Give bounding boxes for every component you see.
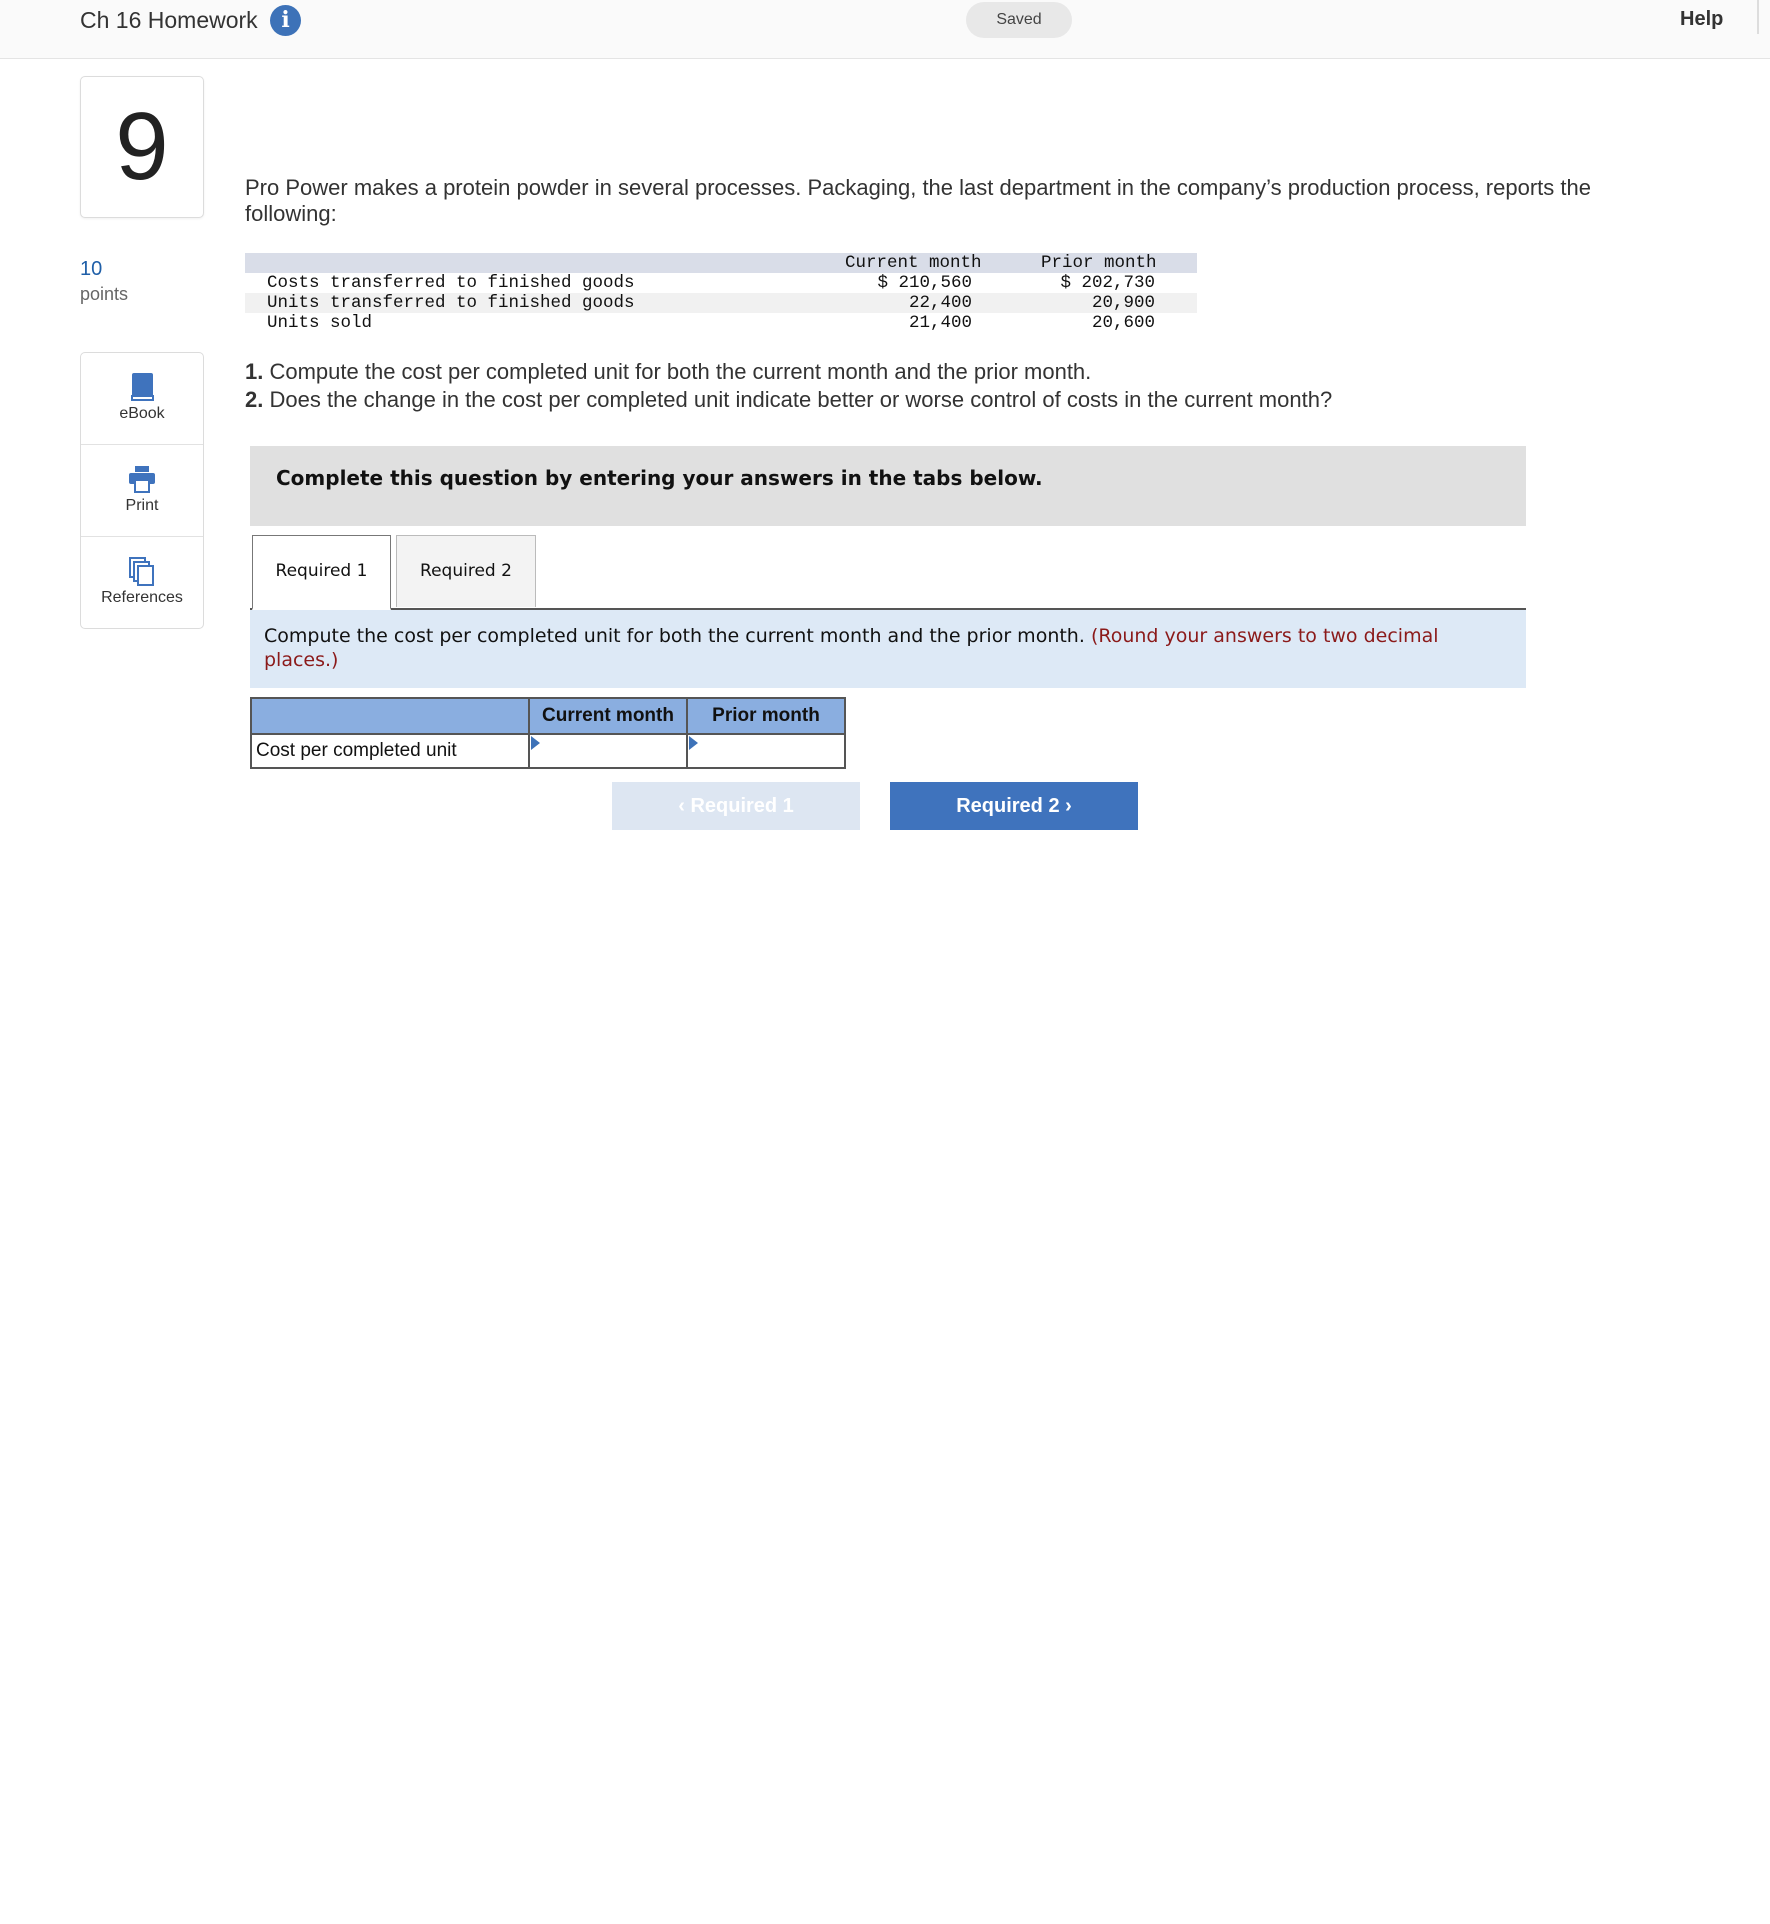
instructions-banner	[250, 446, 1526, 526]
question-number: 9	[80, 76, 204, 218]
chevron-right-icon: ›	[1065, 795, 1072, 817]
info-icon[interactable]: i	[270, 5, 301, 36]
references-icon	[126, 555, 158, 587]
empty-header	[251, 698, 529, 734]
current-value: 22,400	[908, 293, 972, 313]
saved-status-badge: Saved	[966, 2, 1072, 38]
banner-text: Complete this question by entering your answers in the tabs below.	[276, 466, 1043, 490]
prior-value: 20,900	[1091, 293, 1155, 313]
requirement-text: Compute the cost per completed unit for both the current month and the prior month.	[269, 359, 1092, 384]
flag-icon	[531, 736, 540, 750]
flag-icon	[689, 736, 698, 750]
tab-required-2[interactable]: Required 2	[396, 535, 536, 607]
header-prior-month: Prior month	[1041, 253, 1157, 273]
row-label: Costs transferred to finished goods	[267, 273, 635, 293]
top-bar	[0, 0, 1770, 59]
answer-table	[250, 697, 846, 769]
prior-month-input[interactable]	[688, 736, 838, 766]
data-table-header	[245, 253, 1197, 273]
print-icon	[126, 463, 158, 495]
prev-label: Required 1	[690, 795, 794, 817]
divider	[1757, 0, 1759, 34]
points-label: points	[80, 284, 129, 304]
requirement-item	[245, 358, 1332, 386]
rounding-note: (Round your answers to two decimal places.)	[264, 625, 1439, 671]
requirement-number: 2.	[245, 387, 264, 412]
instruction-panel	[250, 610, 1526, 688]
header-prior-month: Prior month	[687, 698, 845, 734]
tab-required-1[interactable]: Required 1	[252, 535, 391, 610]
header-current-month: Current month	[845, 253, 982, 273]
table-row	[245, 273, 1197, 293]
row-label: Cost per completed unit	[251, 734, 529, 768]
next-required-button[interactable]	[890, 782, 1138, 830]
ebook-button[interactable]	[81, 353, 203, 445]
table-row	[251, 734, 845, 768]
ebook-label: eBook	[119, 405, 165, 422]
assignment-title: Ch 16 Homework	[80, 7, 258, 33]
prev-required-button[interactable]	[612, 782, 860, 830]
prior-value: 20,600	[1091, 313, 1155, 333]
chevron-left-icon: ‹	[678, 795, 685, 817]
requirement-text: Does the change in the cost per completed unit indicate better or worse control of costs in the current month?	[269, 387, 1333, 412]
current-value: $ 210,560	[877, 273, 972, 293]
references-button[interactable]	[81, 537, 203, 628]
tools-panel	[80, 352, 204, 629]
requirement-item	[245, 386, 1332, 414]
tab-bar	[250, 535, 1526, 610]
help-link[interactable]: Help	[1680, 8, 1724, 30]
ebook-icon	[126, 371, 158, 403]
table-row	[245, 313, 1197, 333]
points-value: 10	[80, 258, 103, 280]
answer-table-header	[251, 698, 845, 734]
table-row	[245, 293, 1197, 313]
current-month-input[interactable]	[530, 736, 680, 766]
next-label: Required 2	[956, 795, 1060, 817]
instruction-text	[264, 624, 1514, 672]
data-table	[245, 253, 1197, 333]
requirements-list	[245, 358, 1332, 414]
current-month-cell	[529, 734, 687, 768]
print-button[interactable]	[81, 445, 203, 537]
instruction-main: Compute the cost per completed unit for both the current month and the prior month.	[264, 625, 1085, 647]
row-label: Units transferred to finished goods	[267, 293, 635, 313]
prior-month-cell	[687, 734, 845, 768]
header-current-month: Current month	[529, 698, 687, 734]
current-value: 21,400	[908, 313, 972, 333]
references-label: References	[101, 589, 183, 606]
row-label: Units sold	[267, 313, 373, 333]
question-prompt: Pro Power makes a protein powder in several processes. Packaging, the last department in the company’s production process, reports the following:	[245, 175, 1591, 226]
requirement-number: 1.	[245, 359, 264, 384]
print-label: Print	[125, 497, 159, 514]
prior-value: $ 202,730	[1060, 273, 1155, 293]
